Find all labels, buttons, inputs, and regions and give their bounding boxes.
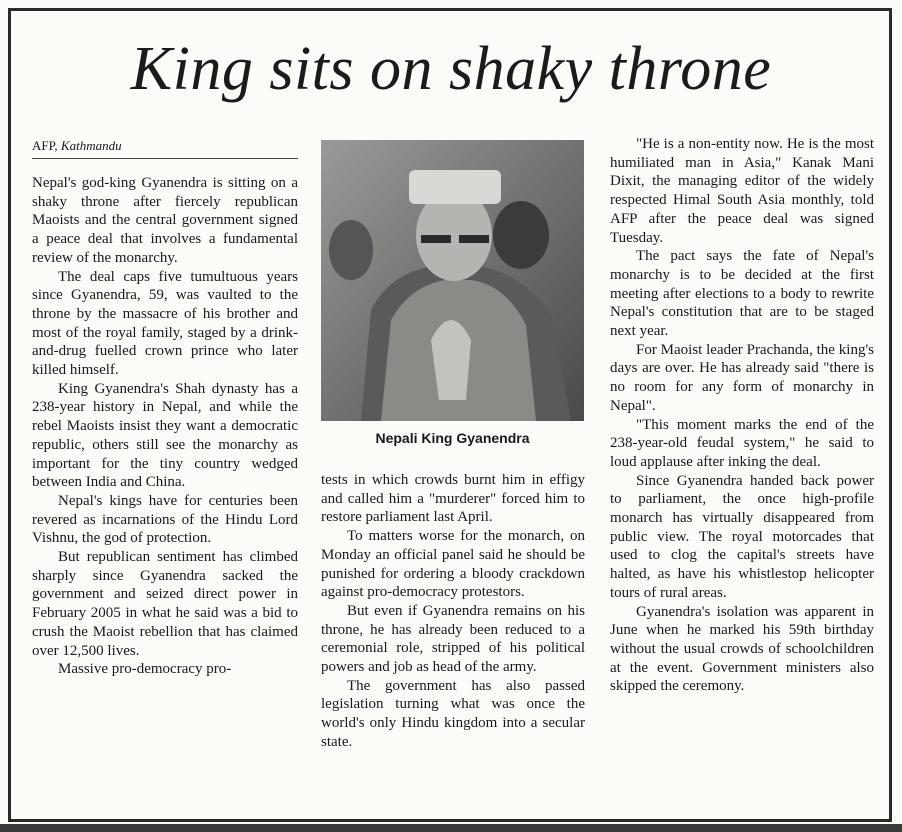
paragraph: But even if Gyanendra remains on his throne, he has already been reduced to a ceremonial role, stripped of his political powers and job as head of the army. — [321, 602, 585, 676]
photo-caption: Nepali King Gyanendra — [375, 430, 530, 446]
king-photo — [321, 140, 584, 421]
paragraph: The pact says the fate of Nepal's monarchy is to be decided at the first meeting after elections to a body to rewrite Nepal's constitution that are to be staged next year. — [610, 248, 874, 340]
byline-agency: AFP, — [32, 138, 58, 153]
byline-dateline: Kathmandu — [60, 138, 122, 153]
paragraph: To matters worse for the monarch, on Monday an official panel said he should be punished for ordering a bloody crackdown against pro-democracy protestors. — [321, 528, 585, 601]
paragraph: The deal caps five tumultuous years since Gyanendra, 59, was vaulted to the throne by the massacre of his brother and most of the royal family, staged by a drink-and-drug fuelled crown prince who later killed himself. — [32, 268, 298, 379]
article-column-3 — [610, 135, 874, 696]
paragraph: For Maoist leader Prachanda, the king's days are over. He has already said "there is no room for any form of monarchy in Nepal". — [610, 341, 874, 414]
paragraph: Gyanendra's isolation was apparent in June when he marked his 59th birthday without the usual crowds of schoolchildren at the event. Government ministers also skipped the ceremony. — [610, 603, 874, 695]
paragraph: Nepal's kings have for centuries been revered as incarnations of the Hindu Lord Vishnu, the god of protection. — [32, 492, 298, 547]
paragraph: Since Gyanendra handed back power to parliament, the once high-profile monarch has virtually disappeared from public view. The royal motorcades that used to clog the capital's streets have halted, as have his whistlestop helicopter tours of rural areas. — [610, 472, 874, 601]
bottom-rule — [0, 824, 902, 832]
king-photo-image — [321, 140, 584, 421]
headline: King sits on shaky throne — [130, 35, 772, 103]
paragraph: Massive pro-democracy pro- — [58, 661, 232, 678]
paragraph: "This moment marks the end of the 238-year-old feudal system," he said to loud applause after inking the deal. — [610, 416, 874, 470]
paragraph: But republican sentiment has climbed sharply since Gyanendra sacked the government and seized direct power in February 2005 in what he said was a bid to crush the Maoist rebellion that has claimed over 12,500 lives. — [32, 549, 298, 659]
article-column-2 — [321, 471, 585, 752]
byline-rule — [32, 158, 298, 159]
paragraph: The government has also passed legislation turning what was once the world's only Hindu kingdom into a secular state. — [321, 677, 585, 750]
paragraph: "He is a non-entity now. He is the most humiliated man in Asia," Kanak Mani Dixit, the managing editor of the widely respected Himal South Asia monthly, told AFP after the peace deal was signed Tuesday. — [610, 136, 874, 246]
byline — [32, 138, 298, 154]
paragraph: tests in which crowds burnt him in effigy and called him a "murderer" forced him to restore parliament last April. — [321, 472, 585, 526]
paragraph: King Gyanendra's Shah dynasty has a 238-year history in Nepal, and while the rebel Maoists insist they want a democratic republic, others still see the monarchy as important for the tiny country wedged between India and China. — [32, 380, 298, 491]
paragraph: Nepal's god-king Gyanendra is sitting on a shaky throne after fiercely republican Maoists and the central government signed a peace deal that involves a fundamental review of the monarchy. — [32, 175, 298, 266]
article-column-1 — [32, 174, 298, 679]
